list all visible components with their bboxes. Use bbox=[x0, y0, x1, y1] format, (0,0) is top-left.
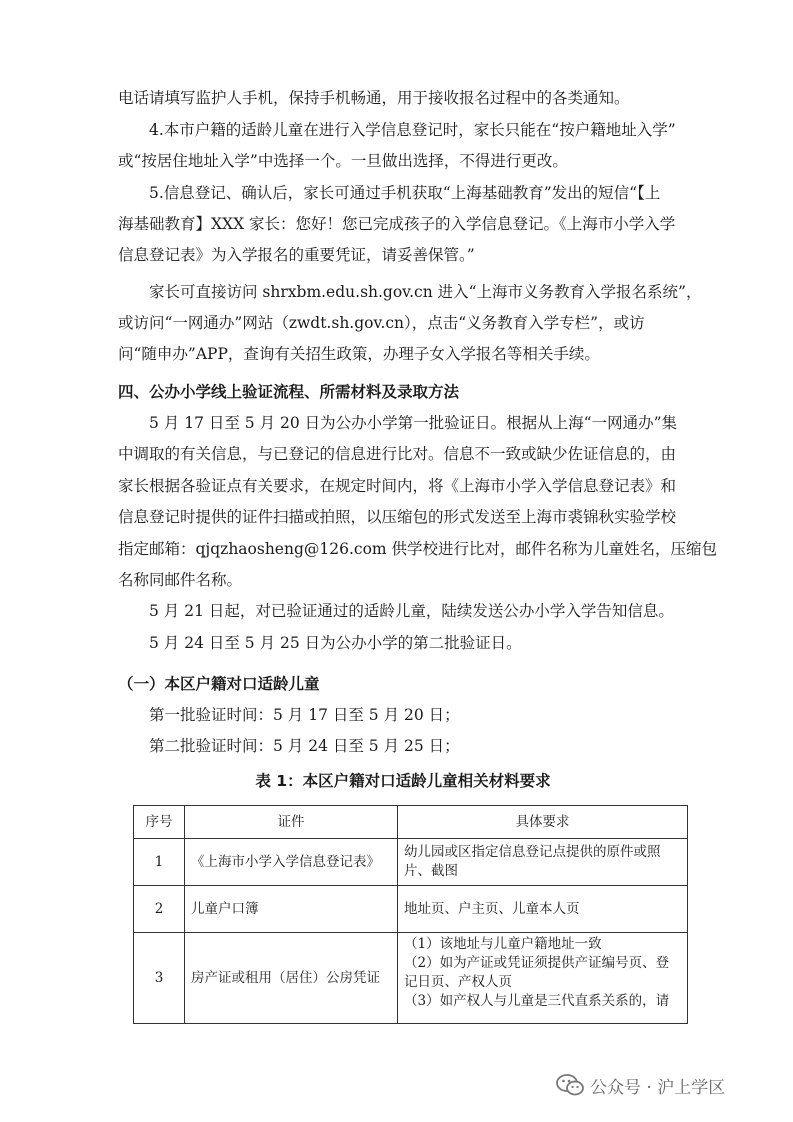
text-line: 5.信息登记、确认后，家长可通过手机获取“上海基础教育”发出的短信“【上 bbox=[118, 184, 661, 202]
watermark-text: 公众号 · 沪上学区 bbox=[590, 1077, 726, 1098]
table-row bbox=[134, 839, 688, 886]
text-line: 5 月 21 日起，对已验证通过的适龄儿童，陆续发送公办小学入学告知信息。 bbox=[118, 602, 674, 620]
text-line: 第一批验证时间：5 月 17 日至 5 月 20 日； bbox=[118, 706, 460, 724]
table-header-row bbox=[134, 806, 688, 839]
text-line: 或“按居住地址入学”中选择一个。一旦做出选择，不得进行更改。 bbox=[118, 152, 568, 170]
row-requirement: 幼儿园或区指定信息登记点提供的原件或照片、截图 bbox=[398, 839, 688, 886]
text-line: 海基础教育】XXX 家长：您好！您已完成孩子的入学信息登记。《上海市小学入学 bbox=[118, 215, 676, 233]
row-document: 房产证或租用（居住）公房凭证 bbox=[185, 933, 398, 1024]
row-document: 《上海市小学入学信息登记表》 bbox=[185, 839, 398, 886]
requirement-item: （3）如产权人与儿童是三代直系关系的，请 bbox=[404, 993, 670, 1009]
table-caption: 表 1：本区户籍对口适龄儿童相关材料要求 bbox=[255, 772, 551, 790]
text-line: 家长根据各验证点有关要求，在规定时间内，将《上海市小学入学信息登记表》和 bbox=[118, 477, 677, 495]
row-document: 儿童户口簿 bbox=[185, 886, 398, 933]
text-line: 信息登记表》为入学报名的重要凭证，请妥善保管。” bbox=[118, 246, 475, 264]
row-requirement: 地址页、户主页、儿童本人页 bbox=[398, 886, 688, 933]
table-row bbox=[134, 886, 688, 933]
requirement-item: （2）如为产证或凭证须提供产证编号页、登记日页、产权人页 bbox=[404, 955, 670, 990]
materials-table bbox=[133, 805, 688, 1024]
text-line: 指定邮箱：qjqzhaosheng@126.com 供学校进行比对，邮件名称为儿童姓名，压缩包 bbox=[118, 540, 718, 558]
text-line: 信息登记时提供的证件扫描或拍照，以压缩包的形式发送至上海市裘锦秋实验学校 bbox=[118, 508, 677, 526]
section-heading: 四、公办小学线上验证流程、所需材料及录取方法 bbox=[118, 383, 460, 401]
section-heading: （一）本区户籍对口适龄儿童 bbox=[118, 675, 320, 693]
wechat-icon bbox=[556, 1073, 584, 1097]
header-requirement: 具体要求 bbox=[398, 806, 688, 839]
text-line: 5 月 24 日至 5 月 25 日为公办小学的第二批验证日。 bbox=[118, 634, 522, 652]
row-no: 2 bbox=[134, 886, 185, 933]
text-line: 中调取的有关信息，与已登记的信息进行比对。信息不一致或缺少佐证信息的，由 bbox=[118, 445, 677, 463]
text-line: 5 月 17 日至 5 月 20 日为公办小学第一批验证日。根据从上海“一网通办”集 bbox=[118, 414, 678, 432]
text-line: 问“随申办”APP，查询有关招生政策，办理子女入学报名等相关手续。 bbox=[118, 345, 600, 363]
text-line: 家长可直接访问 shrxbm.edu.sh.gov.cn 进入“上海市义务教育入学报名系统”， bbox=[118, 283, 702, 301]
text-line: 或访问“一网通办”网站（zwdt.sh.gov.cn），点击“义务教育入学专栏”，或访 bbox=[118, 314, 645, 332]
row-no: 1 bbox=[134, 839, 185, 886]
row-requirement bbox=[398, 933, 688, 1024]
text-line: 4.本市户籍的适龄儿童在进行入学信息登记时，家长只能在“按户籍地址入学” bbox=[118, 121, 676, 139]
text-line: 第二批验证时间：5 月 24 日至 5 月 25 日； bbox=[118, 737, 460, 755]
row-no: 3 bbox=[134, 933, 185, 1024]
header-no: 序号 bbox=[134, 806, 185, 839]
text-line: 名称同邮件名称。 bbox=[118, 571, 243, 589]
header-document: 证件 bbox=[185, 806, 398, 839]
text-line: 电话请填写监护人手机，保持手机畅通，用于接收报名过程中的各类通知。 bbox=[118, 89, 630, 107]
requirement-item: （1）该地址与儿童户籍地址一致 bbox=[404, 936, 602, 952]
watermark bbox=[556, 1072, 725, 1098]
table-row bbox=[134, 933, 688, 1024]
